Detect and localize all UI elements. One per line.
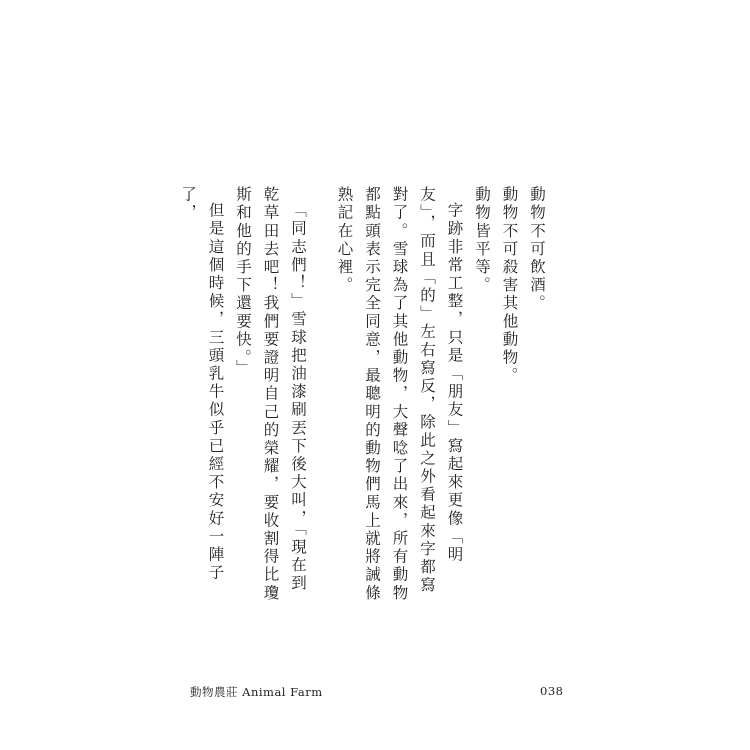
page-number: 038	[540, 684, 564, 698]
body-paragraph: 但是這個時候，三頭乳牛似乎已經不安好一陣子了，	[179, 186, 225, 582]
commandment-line: 動物不可飲酒。	[528, 186, 546, 313]
running-footer-title: 動物農莊 Animal Farm	[190, 685, 323, 699]
commandment-line: 動物皆平等。	[473, 186, 491, 295]
commandment-line: 動物不可殺害其他動物。	[500, 186, 519, 386]
body-paragraph: 「同志們！」雪球把油漆刷丟下後大叫，「現在到乾草田去吧！我們要證明自己的榮耀，要收割得比瓊斯和他的手下還要快。」	[234, 186, 307, 603]
body-paragraph: 字跡非常工整，只是「朋友」寫起來更像「明友」，而且「的」左右寫反，除此之外看起來字都寫對了。雪球為了其他動物，大聲唸了出來，所有動物都點頭表示完全同意，最聰明的動物們馬上就將誡條熟記在心裡。	[335, 186, 464, 603]
vertical-text-body	[179, 186, 550, 606]
